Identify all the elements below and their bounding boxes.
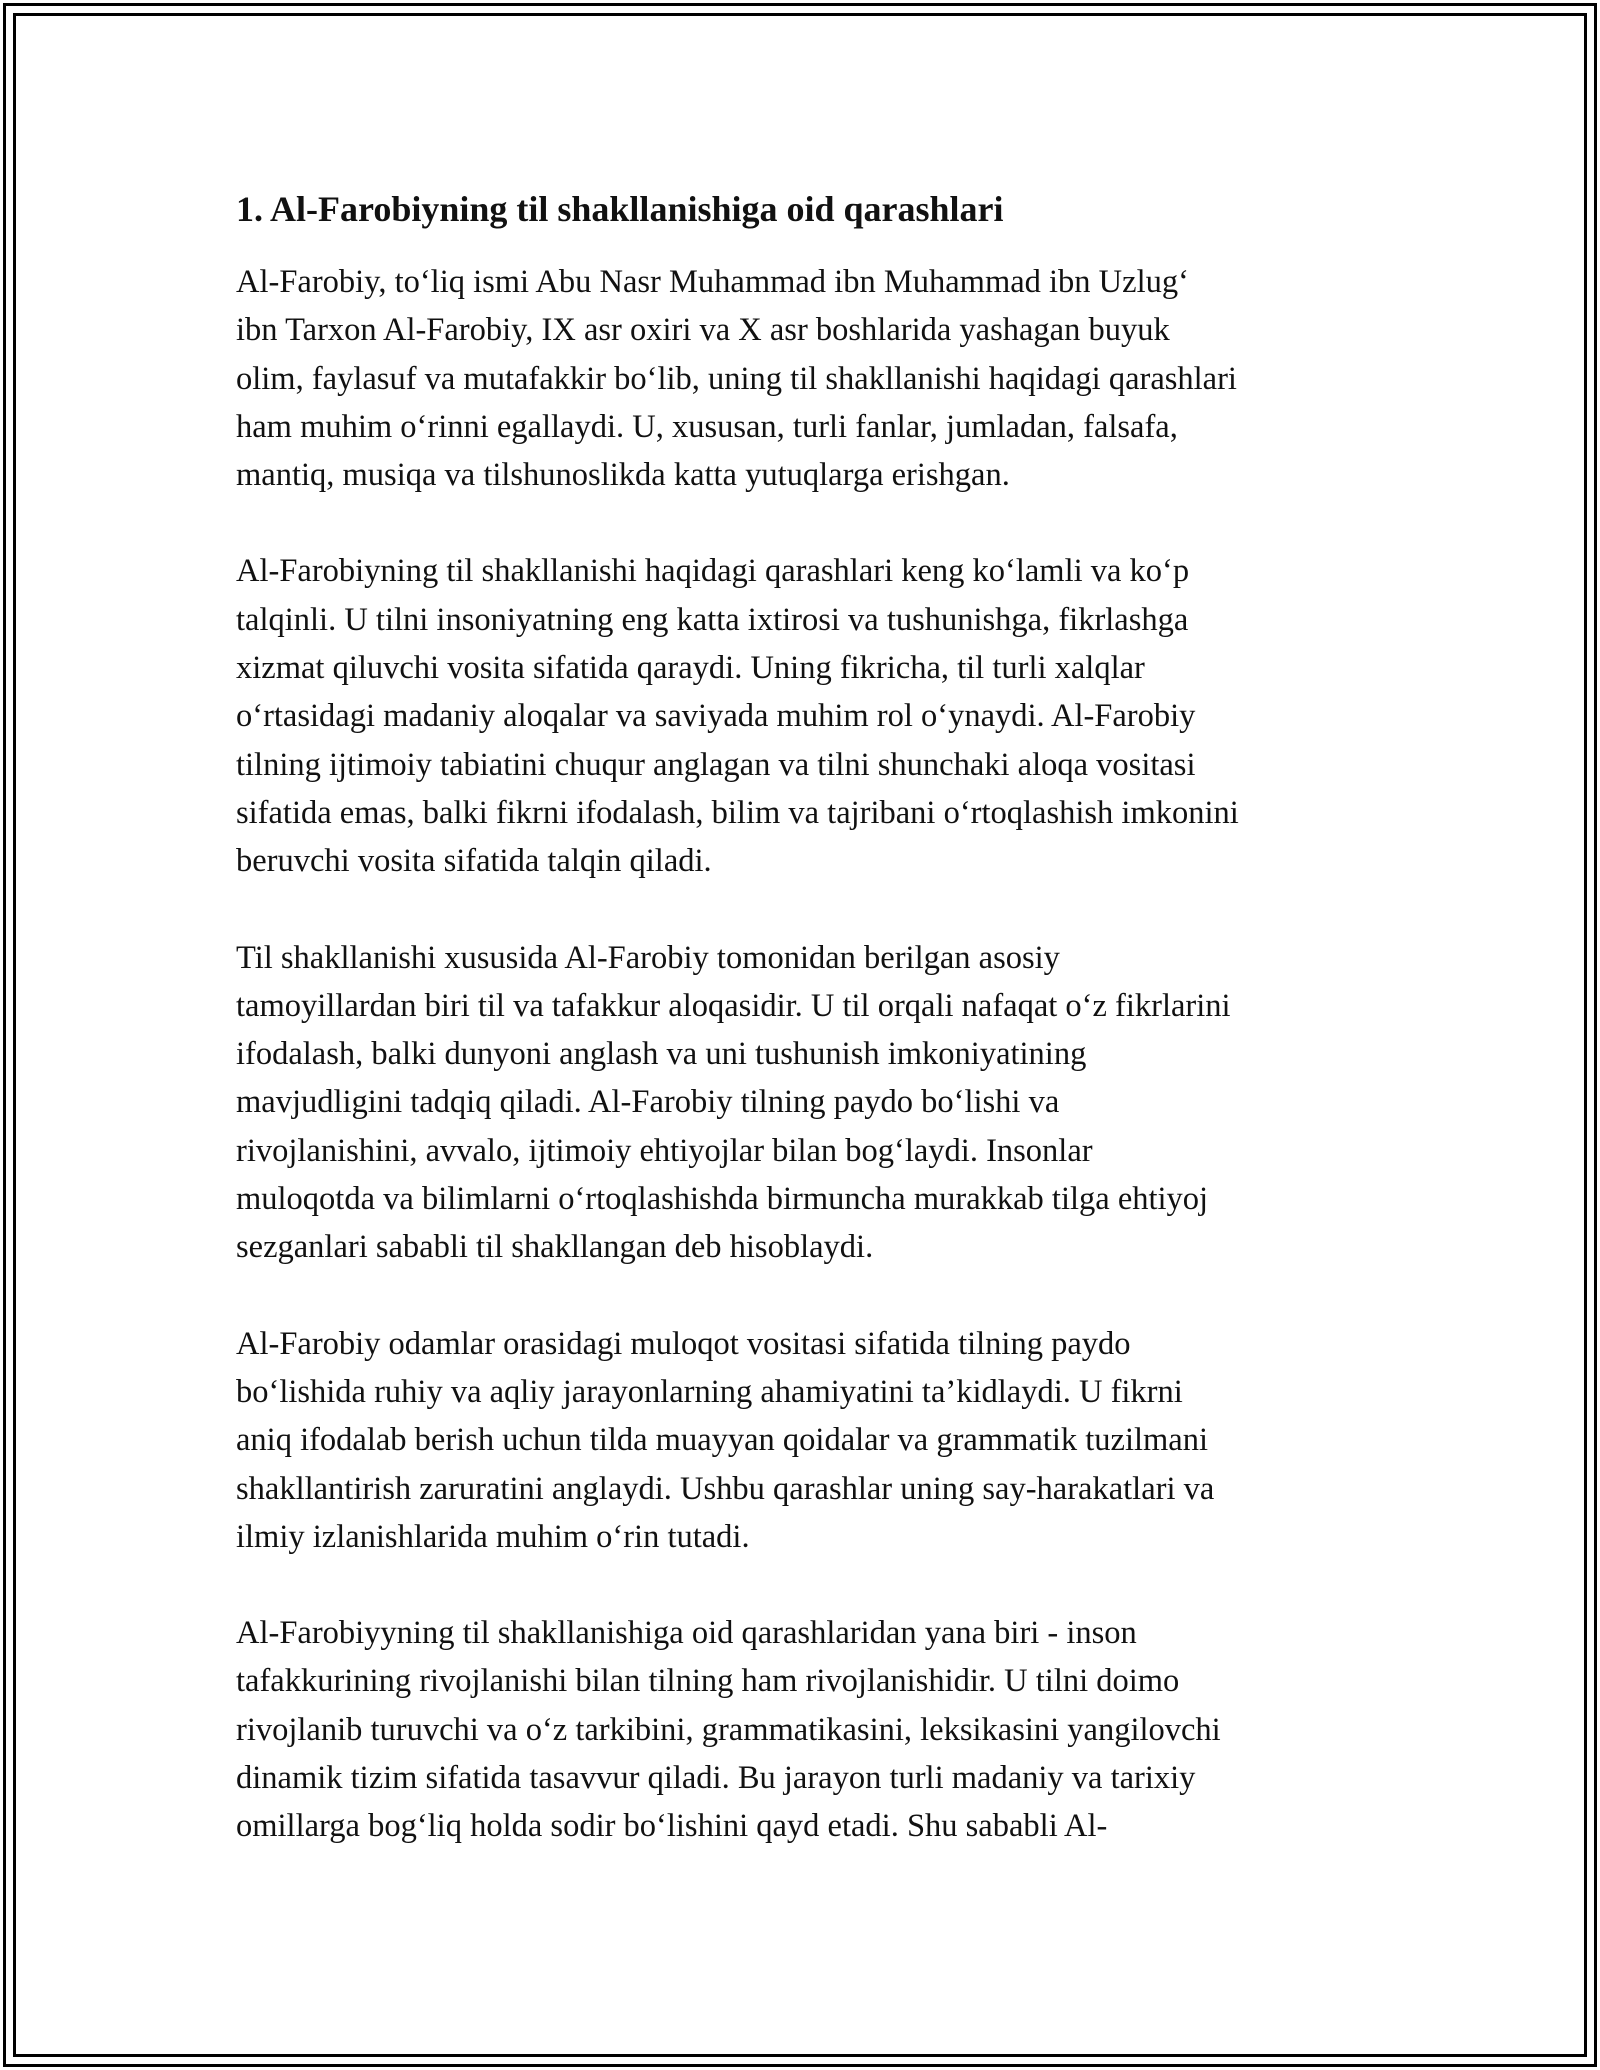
text-line: o‘rtasidagi madaniy aloqalar va saviyada muhim rol o‘ynaydi. Al-Farobiy (236, 698, 1196, 735)
text-line: Al-Farobiy, to‘liq ismi Abu Nasr Muhammad ibn Muhammad ibn Uzlug‘ (236, 264, 1189, 300)
text-line: Til shakllanishi xususida Al-Farobiy tomonidan berilgan asosiy (236, 939, 1060, 976)
text-line: ham muhim o‘rinni egallaydi. U, xususan, turli fanlar, jumladan, falsafa, (236, 408, 1178, 445)
text-line: ifodalash, balki dunyoni anglash va uni tushunish imkoniyatining (236, 1036, 1087, 1073)
text-line: aniq ifodalab berish uchun tilda muayyan qoidalar va grammatik tuzilmani (236, 1422, 1209, 1459)
document-body (236, 186, 1376, 1899)
text-line: sifatida emas, balki fikrni ifodalash, bilim va tajribani o‘rtoqlashish imkonini (236, 794, 1239, 831)
text-line: xizmat qiluvchi vosita sifatida qaraydi. Uning fikricha, til turli xalqlar (236, 650, 1145, 687)
paragraph-5 (236, 1609, 1376, 1850)
text-line: ibn Tarxon Al-Farobiy, IX asr oxiri va X asr boshlarida yashagan buyuk (236, 312, 1170, 349)
text-line: beruvchi vosita sifatida talqin qiladi. (236, 843, 712, 880)
text-line: tafakkurining rivojlanishi bilan tilning ham rivojlanishidir. U tilni doimo (236, 1663, 1180, 1700)
paragraph-2 (236, 547, 1376, 885)
text-line: mantiq, musiqa va tilshunoslikda katta yutuqlarga erishgan. (236, 457, 1010, 494)
text-line: Al-Farobiy odamlar orasidagi muloqot vositasi sifatida tilning paydo (236, 1325, 1131, 1362)
text-line: Al-Farobiyning til shakllanishi haqidagi qarashlari keng ko‘lamli va ko‘p (236, 553, 1190, 590)
text-line: mavjudligini tadqiq qiladi. Al-Farobiy tilning paydo bo‘lishi va (236, 1084, 1060, 1121)
text-line: tamoyillardan biri til va tafakkur aloqasidir. U til orqali nafaqat o‘z fikrlarini (236, 987, 1231, 1024)
paragraph-1 (236, 258, 1376, 499)
text-line: tilning ijtimoiy tabiatini chuqur anglagan va tilni shunchaki aloqa vositasi (236, 746, 1196, 783)
section-heading: 1. Al-Farobiyning til shakllanishiga oid qarashlari (236, 189, 1004, 229)
text-line: dinamik tizim sifatida tasavvur qiladi. Bu jarayon turli madaniy va tarixiy (236, 1760, 1196, 1797)
text-line: rivojlanib turuvchi va o‘z tarkibini, grammatikasini, leksikasini yangilovchi (236, 1711, 1221, 1748)
text-line: shakllantirish zaruratini anglaydi. Ushbu qarashlar uning say-harakatlari va (236, 1470, 1215, 1507)
text-line: omillarga bog‘liq holda sodir bo‘lishini qayd etadi. Shu sababli Al- (236, 1808, 1108, 1845)
text-line: Al-Farobiyyning til shakllanishiga oid qarashlaridan yana biri - inson (236, 1615, 1137, 1652)
text-line: bo‘lishida ruhiy va aqliy jarayonlarning ahamiyatini ta’kidlaydi. U fikrni (236, 1373, 1183, 1410)
text-line: sezganlari sababli til shakllangan deb hisoblaydi. (236, 1229, 874, 1266)
paragraph-4 (236, 1320, 1376, 1561)
text-line: rivojlanishini, avvalo, ijtimoiy ehtiyojlar bilan bog‘laydi. Insonlar (236, 1132, 1093, 1169)
text-line: ilmiy izlanishlarida muhim o‘rin tutadi. (236, 1518, 750, 1555)
paragraph-3 (236, 934, 1376, 1272)
text-line: muloqotda va bilimlarni o‘rtoqlashishda birmuncha murakkab tilga ehtiyoj (236, 1181, 1209, 1218)
text-line: olim, faylasuf va mutafakkir bo‘lib, uning til shakllanishi haqidagi qarashlari (236, 360, 1237, 397)
text-line: talqinli. U tilni insoniyatning eng katta ixtirosi va tushunishga, fikrlashga (236, 601, 1189, 638)
